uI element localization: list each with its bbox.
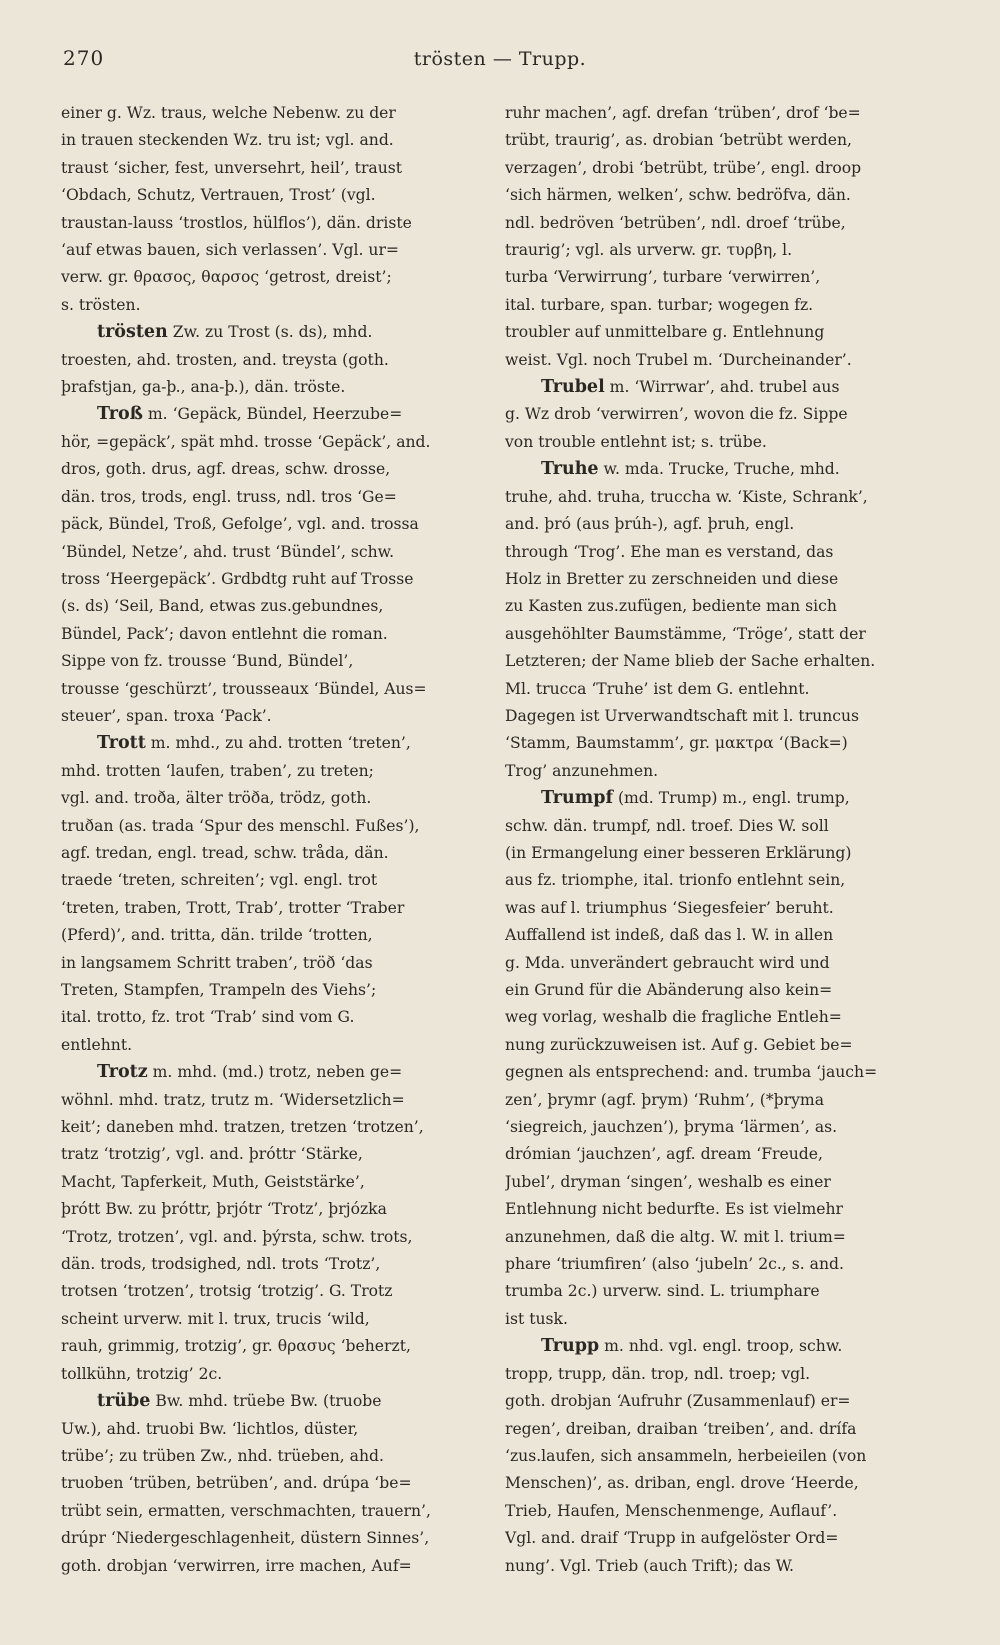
text-line [505, 977, 917, 1004]
line-text: m. ‘Wirrwar’, ahd. trubel aus [604, 378, 840, 397]
line-text: keit’; daneben mhd. tratzen, tretzen ‘trotzen’, [61, 1118, 424, 1137]
entry-first-line [505, 374, 917, 401]
text-line [505, 237, 917, 264]
line-text: agf. tredan, engl. tread, schw. tråda, dän. [61, 843, 389, 862]
line-text: Bw. mhd. trüebe Bw. (truobe [150, 1392, 382, 1411]
line-text: dän. trods, trodsighed, ndl. trots ‘Trotz’, [61, 1255, 381, 1274]
text-line [61, 237, 473, 264]
text-line [505, 840, 917, 867]
text-line [505, 922, 917, 949]
line-text: ausgehöhlter Baumstämme, ‘Tröge’, statt der [505, 624, 866, 643]
text-line [61, 264, 473, 291]
text-line [61, 1169, 473, 1196]
text-line [505, 1004, 917, 1031]
text-line [61, 648, 473, 675]
text-line [505, 1498, 917, 1525]
text-line [505, 1059, 917, 1086]
text-line [61, 347, 473, 374]
line-text: trotsen ‘trotzen’, trotsig ‘trotzig’. G. Trotz [61, 1282, 393, 1301]
text-line [505, 1525, 917, 1552]
text-line [61, 1470, 473, 1497]
line-text: Bündel, Pack’; davon entlehnt die roman. [61, 624, 388, 643]
text-line [505, 1141, 917, 1168]
line-text: ist tusk. [505, 1309, 568, 1328]
text-line [505, 1361, 917, 1388]
text-line [61, 895, 473, 922]
text-line [61, 1416, 473, 1443]
line-text: zu Kasten zus.zufügen, bediente man sich [505, 597, 837, 616]
entry-first-line [61, 1059, 473, 1086]
text-line [505, 127, 917, 154]
line-text: verw. gr. θρασος, θαρσος ‘getrost, dreist’; [61, 268, 392, 287]
text-line [505, 264, 917, 291]
line-text: trübe’; zu trüben Zw., nhd. trüeben, ahd. [61, 1446, 384, 1465]
line-text: in langsamem Schritt traben’, tröð ‘das [61, 953, 373, 972]
headword: Trupp [541, 1336, 600, 1357]
line-text: phare ‘triumfiren’ (also ‘jubeln’ 2c., s. and. [505, 1255, 844, 1274]
text-line [61, 374, 473, 401]
line-text: ital. turbare, span. turbar; wogegen fz. [505, 295, 814, 314]
text-line [505, 1169, 917, 1196]
line-text: traede ‘treten, schreiten’; vgl. engl. trot [61, 871, 378, 890]
line-text: ‘siegreich, jauchzen’), þryma ‘lärmen’, as. [505, 1118, 838, 1137]
headword: Troß [97, 404, 143, 425]
headword: Trott [97, 733, 146, 754]
text-line [61, 456, 473, 483]
line-text: Trog’ anzunehmen. [505, 761, 659, 780]
text-line [505, 813, 917, 840]
text-line [61, 977, 473, 1004]
line-text: vgl. and. troða, älter tröða, trödz, goth. [61, 789, 372, 808]
text-line [61, 127, 473, 154]
line-text: in trauen steckenden Wz. tru ist; vgl. and. [61, 131, 394, 150]
text-line [505, 676, 917, 703]
text-line [505, 1416, 917, 1443]
line-text: anzunehmen, daß die altg. W. mit l. trium= [505, 1227, 846, 1246]
line-text: Entlehnung nicht bedurfte. Es ist vielmehr [505, 1200, 843, 1219]
line-text: troubler auf unmittelbare g. Entlehnung [505, 323, 825, 342]
text-line [61, 1306, 473, 1333]
text-line [505, 1224, 917, 1251]
text-line [61, 484, 473, 511]
line-text: ‘auf etwas bauen, sich verlassen’. Vgl. ur= [61, 241, 399, 260]
text-line [61, 813, 473, 840]
page-header [60, 46, 940, 78]
line-text: ein Grund für die Abänderung also kein= [505, 981, 833, 999]
text-line [505, 621, 917, 648]
text-line [61, 292, 473, 319]
line-text: ‘sich härmen, welken’, schw. bedröfva, dän. [505, 186, 851, 205]
line-text: tratz ‘trotzig’, vgl. and. þróttr ‘Stärke, [61, 1145, 363, 1164]
line-text: aus fz. triomphe, ital. trionfo entlehnt sein, [505, 871, 846, 890]
text-line [61, 676, 473, 703]
line-text: steuer’, span. troxa ‘Pack’. [61, 706, 272, 725]
line-text: drómian ‘jauchzen’, agf. dream ‘Freude, [505, 1145, 823, 1164]
text-line [61, 511, 473, 538]
line-text: drúpr ‘Niedergeschlagenheit, düstern Sinnes’, [61, 1529, 430, 1548]
line-text: truhe, ahd. truha, truccha w. ‘Kiste, Schrank’, [505, 487, 868, 506]
text-line [61, 1251, 473, 1278]
line-text: trumba 2c.) urverw. sind. L. triumphare [505, 1282, 820, 1301]
headword: trösten [97, 322, 168, 343]
text-line [61, 1224, 473, 1251]
line-text: scheint urverw. mit l. trux, trucis ‘wild, [61, 1309, 370, 1328]
line-text: weg vorlag, weshalb die fragliche Entleh= [505, 1008, 842, 1027]
text-line [505, 100, 917, 127]
left-column [61, 100, 473, 1580]
line-text: Menschen)’, as. driban, engl. drove ‘Heerde, [505, 1474, 859, 1493]
text-line [505, 758, 917, 785]
line-text: dän. tros, trods, engl. truss, ndl. tros ‘Ge= [61, 487, 397, 506]
text-line [61, 1361, 473, 1388]
line-text: ital. trotto, fz. trot ‘Trab’ sind vom G. [61, 1008, 355, 1027]
text-line [505, 539, 917, 566]
text-line [505, 648, 917, 675]
text-line [505, 210, 917, 237]
line-text: þrafstjan, ga-þ., ana-þ.), dän. tröste. [61, 378, 346, 397]
text-line [61, 210, 473, 237]
right-column [505, 100, 917, 1580]
text-line [505, 511, 917, 538]
line-text: was auf l. triumphus ‘Siegesfeier’ beruht. [505, 898, 834, 917]
headword: Trotz [97, 1062, 148, 1083]
line-text: m. mhd. (md.) trotz, neben ge= [147, 1063, 403, 1082]
line-text: Holz in Bretter zu zerschneiden und diese [505, 569, 839, 588]
text-line [61, 1333, 473, 1360]
line-text: Letzteren; der Name blieb der Sache erhalten. [505, 652, 876, 671]
line-text: goth. drobjan ‘verwirren, irre machen, Auf= [61, 1556, 412, 1575]
line-text: troesten, ahd. trosten, and. treysta (goth. [61, 350, 389, 369]
text-line [61, 758, 473, 785]
text-line [505, 1443, 917, 1470]
text-line [505, 292, 917, 319]
text-line [505, 155, 917, 182]
line-text: and. þró (aus þrúh-), agf. þruh, engl. [505, 515, 795, 534]
text-line [61, 1525, 473, 1552]
line-text: (md. Trump) m., engl. trump, [612, 789, 850, 808]
text-line [61, 182, 473, 209]
entry-first-line [61, 319, 473, 346]
text-line [61, 785, 473, 812]
line-text: ‘treten, traben, Trott, Trab’, trotter ‘Traber [61, 898, 405, 917]
line-text: m. mhd., zu ahd. trotten ‘treten’, [145, 734, 411, 753]
text-line [61, 1553, 473, 1580]
line-text: truoben ‘trüben, betrüben’, and. drúpa ‘be= [61, 1474, 412, 1493]
text-line [61, 922, 473, 949]
line-text: Macht, Tapferkeit, Muth, Geiststärke’, [61, 1172, 365, 1191]
text-line [505, 1278, 917, 1305]
line-text: Trieb, Haufen, Menschenmenge, Auflauf’. [505, 1501, 838, 1520]
line-text: goth. drobjan ‘Aufruhr (Zusammenlauf) er= [505, 1392, 851, 1411]
line-text: (s. ds) ‘Seil, Band, etwas zus.gebundnes, [61, 597, 384, 616]
line-text: þrótt Bw. zu þróttr, þrjótr ‘Trotz’, þrjózka [61, 1200, 387, 1219]
text-line [505, 950, 917, 977]
line-text: rauh, grimmig, trotzig’, gr. θρασυς ‘beherzt, [61, 1337, 411, 1356]
text-line [61, 1196, 473, 1223]
text-line [505, 182, 917, 209]
line-text: ‘zus.laufen, sich ansammeln, herbeieilen (von [505, 1446, 867, 1465]
line-text: von trouble entlehnt ist; s. trübe. [505, 432, 767, 451]
text-line [505, 566, 917, 593]
text-line [505, 401, 917, 428]
line-text: ‘Bündel, Netze’, ahd. trust ‘Bündel’, schw. [61, 542, 395, 561]
text-line [61, 1114, 473, 1141]
line-text: Dagegen ist Urverwandtschaft mit l. truncus [505, 706, 860, 725]
entry-first-line [61, 1388, 473, 1415]
text-line [505, 1087, 917, 1114]
line-text: tross ‘Heergepäck’. Grdbdtg ruht auf Trosse [61, 569, 414, 588]
line-text: gegnen als entsprechend: and. trumba ‘jauch= [505, 1063, 878, 1082]
page-number: 270 [63, 46, 105, 70]
line-text: Jubel’, dryman ‘singen’, weshalb es einer [505, 1172, 831, 1191]
line-text: g. Mda. unverändert gebraucht wird und [505, 953, 830, 972]
line-text: Treten, Stampfen, Trampeln des Viehs’; [61, 981, 377, 999]
text-line [505, 1032, 917, 1059]
text-line [505, 1388, 917, 1415]
text-line [61, 621, 473, 648]
line-text: w. mda. Trucke, Truche, mhd. [598, 460, 840, 479]
line-text: m. nhd. vgl. engl. troop, schw. [599, 1337, 843, 1356]
text-line [505, 1251, 917, 1278]
line-text: einer g. Wz. traus, welche Nebenw. zu der [61, 104, 396, 122]
line-text: traustan-lauss ‘trostlos, hülflos’), dän. driste [61, 213, 412, 232]
line-text: päck, Bündel, Troß, Gefolge’, vgl. and. trossa [61, 515, 419, 534]
text-line [505, 1553, 917, 1580]
text-line [61, 429, 473, 456]
line-text: truðan (as. trada ‘Spur des menschl. Fußes’), [61, 816, 420, 835]
line-text: dros, goth. drus, agf. dreas, schw. drosse, [61, 460, 391, 479]
line-text: trübt, traurig’, as. drobian ‘betrübt werden, [505, 131, 852, 150]
line-text: schw. dän. trumpf, ndl. troef. Dies W. soll [505, 816, 829, 835]
line-text: wöhnl. mhd. tratz, trutz m. ‘Widersetzlich= [61, 1090, 405, 1109]
line-text: turba ‘Verwirrung’, turbare ‘verwirren’, [505, 268, 821, 287]
text-line [61, 593, 473, 620]
text-line [505, 593, 917, 620]
text-line [505, 867, 917, 894]
text-line [61, 100, 473, 127]
text-line [505, 703, 917, 730]
text-line [505, 1196, 917, 1223]
text-line [505, 347, 917, 374]
text-line [61, 1004, 473, 1031]
text-line [505, 319, 917, 346]
line-text: Sippe von fz. trousse ‘Bund, Bündel’, [61, 652, 354, 671]
text-line [61, 703, 473, 730]
text-line [61, 840, 473, 867]
text-line [505, 484, 917, 511]
line-text: ‘Trotz, trotzen’, vgl. and. þýrsta, schw. trots, [61, 1227, 413, 1246]
entry-first-line [61, 401, 473, 428]
text-line [61, 1443, 473, 1470]
entry-first-line [505, 1333, 917, 1360]
line-text: entlehnt. [61, 1035, 133, 1054]
headword: Trubel [541, 377, 605, 398]
line-text: Zw. zu Trost (s. ds), mhd. [167, 323, 373, 342]
line-text: regen’, dreiban, draiban ‘treiben’, and. drífa [505, 1419, 857, 1438]
entry-first-line [61, 730, 473, 757]
text-line [505, 1470, 917, 1497]
text-line [61, 1498, 473, 1525]
line-text: nung zurückzuweisen ist. Auf g. Gebiet be= [505, 1035, 853, 1054]
line-text: trousse ‘geschürzt’, trousseaux ‘Bündel, Aus= [61, 679, 427, 698]
text-line [61, 566, 473, 593]
text-line [61, 1141, 473, 1168]
line-text: nung’. Vgl. Trieb (auch Trift); das W. [505, 1556, 794, 1575]
text-line [61, 1032, 473, 1059]
headword: trübe [97, 1391, 151, 1412]
line-text: ruhr machen’, agf. drefan ‘trüben’, drof ‘be= [505, 104, 861, 122]
line-text: zen’, þrymr (agf. þrym) ‘Ruhm’, (*þryma [505, 1090, 825, 1109]
line-text: traust ‘sicher, fest, unversehrt, heil’, traust [61, 158, 403, 177]
line-text: hör, =gepäck’, spät mhd. trosse ‘Gepäck’, and. [61, 432, 431, 451]
text-line [61, 867, 473, 894]
text-line [505, 1114, 917, 1141]
line-text: through ‘Trog’. Ehe man es verstand, das [505, 542, 834, 561]
line-text: g. Wz drob ‘verwirren’, wovon die fz. Sippe [505, 405, 848, 424]
running-head: trösten — Trupp. [413, 48, 587, 70]
line-text: (Pferd)’, and. tritta, dän. trilde ‘trotten, [61, 926, 373, 945]
text-line [505, 730, 917, 757]
line-text: ‘Obdach, Schutz, Vertrauen, Trost’ (vgl. [61, 186, 376, 205]
line-text: tropp, trupp, dän. trop, ndl. troep; vgl. [505, 1364, 811, 1383]
text-line [505, 1306, 917, 1333]
line-text: Auffallend ist indeß, daß das l. W. in allen [505, 926, 834, 945]
line-text: mhd. trotten ‘laufen, traben’, zu treten; [61, 761, 374, 780]
text-line [505, 895, 917, 922]
line-text: verzagen’, drobi ‘betrübt, trübe’, engl. droop [505, 158, 862, 177]
line-text: Vgl. and. draif ‘Trupp in aufgelöster Ord= [505, 1529, 839, 1548]
text-line [61, 155, 473, 182]
text-line [61, 1087, 473, 1114]
line-text: ndl. bedröven ‘betrüben’, ndl. droef ‘trübe, [505, 213, 846, 232]
text-line [61, 539, 473, 566]
text-line [505, 429, 917, 456]
line-text: s. trösten. [61, 295, 141, 314]
line-text: m. ‘Gepäck, Bündel, Heerzube= [142, 405, 403, 424]
line-text: tollkühn, trotzig’ 2c. [61, 1364, 223, 1383]
line-text: trübt sein, ermatten, verschmachten, trauern’, [61, 1501, 431, 1520]
line-text: traurig’; vgl. als urverw. gr. τυρβη, l. [505, 241, 793, 260]
entry-first-line [505, 785, 917, 812]
text-line [61, 950, 473, 977]
entry-first-line [505, 456, 917, 483]
headword: Trumpf [541, 788, 613, 809]
line-text: weist. Vgl. noch Trubel m. ‘Durcheinander’. [505, 350, 852, 369]
line-text: (in Ermangelung einer besseren Erklärung) [505, 843, 852, 862]
line-text: Ml. trucca ‘Truhe’ ist dem G. entlehnt. [505, 679, 810, 698]
text-line [61, 1278, 473, 1305]
headword: Truhe [541, 459, 599, 480]
line-text: ‘Stamm, Baumstamm’, gr. μακτρα ‘(Back=) [505, 734, 848, 753]
line-text: Uw.), ahd. truobi Bw. ‘lichtlos, düster, [61, 1419, 359, 1438]
